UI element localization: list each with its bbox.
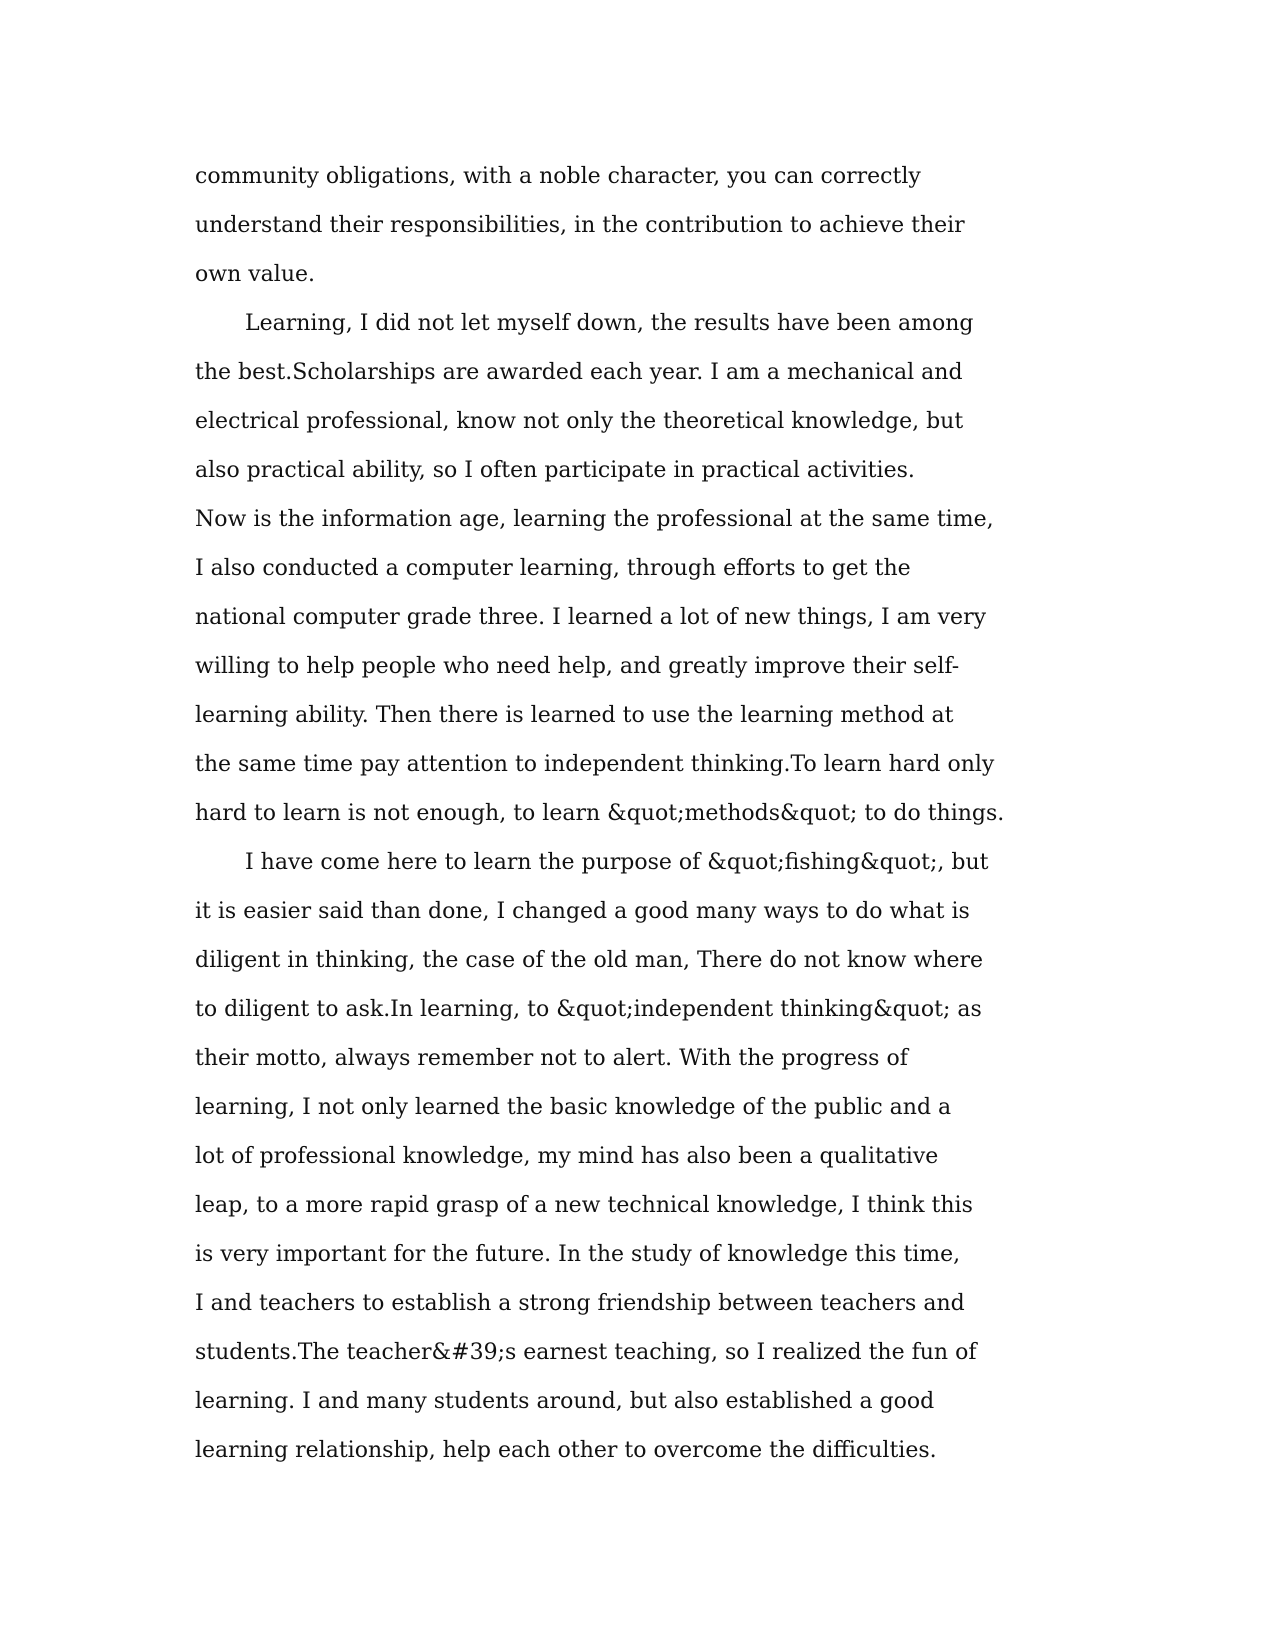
text-line: to diligent to ask.In learning, to &quot;independent thinking&quot; as	[195, 997, 982, 1022]
text-line: I also conducted a computer learning, through efforts to get the	[195, 556, 911, 581]
text-line: also practical ability, so I often participate in practical activities.	[195, 458, 915, 483]
text-line: learning relationship, help each other to overcome the difficulties.	[195, 1438, 937, 1463]
body-text	[195, 152, 1095, 1475]
text-line: understand their responsibilities, in the contribution to achieve their	[195, 213, 965, 238]
text-line: Now is the information age, learning the professional at the same time,	[195, 507, 994, 532]
paragraph	[195, 299, 1095, 838]
paragraph	[195, 838, 1095, 1475]
text-line: I have come here to learn the purpose of &quot;fishing&quot;, but	[245, 850, 989, 875]
paragraph	[195, 152, 1095, 299]
text-line: it is easier said than done, I changed a good many ways to do what is	[195, 899, 970, 924]
text-line: the best.Scholarships are awarded each year. I am a mechanical and	[195, 360, 963, 385]
text-line: their motto, always remember not to alert. With the progress of	[195, 1046, 908, 1071]
text-line: hard to learn is not enough, to learn &quot;methods&quot; to do things.	[195, 801, 1005, 826]
text-line: learning ability. Then there is learned to use the learning method at	[195, 703, 954, 728]
text-line: students.The teacher&#39;s earnest teaching, so I realized the fun of	[195, 1340, 977, 1365]
text-line: is very important for the future. In the study of knowledge this time,	[195, 1242, 961, 1267]
text-line: Learning, I did not let myself down, the results have been among	[245, 311, 974, 336]
text-line: learning. I and many students around, but also established a good	[195, 1389, 935, 1414]
text-line: electrical professional, know not only the theoretical knowledge, but	[195, 409, 964, 434]
text-line: the same time pay attention to independent thinking.To learn hard only	[195, 752, 995, 777]
text-line: leap, to a more rapid grasp of a new technical knowledge, I think this	[195, 1193, 973, 1218]
text-line: lot of professional knowledge, my mind has also been a qualitative	[195, 1144, 939, 1169]
text-line: learning, I not only learned the basic knowledge of the public and a	[195, 1095, 952, 1120]
text-line: own value.	[195, 262, 316, 287]
text-line: diligent in thinking, the case of the old man, There do not know where	[195, 948, 984, 973]
text-line: community obligations, with a noble character, you can correctly	[195, 164, 921, 189]
text-line: I and teachers to establish a strong friendship between teachers and	[195, 1291, 965, 1316]
text-line: national computer grade three. I learned a lot of new things, I am very	[195, 605, 987, 630]
text-line: willing to help people who need help, and greatly improve their self-	[195, 654, 960, 679]
